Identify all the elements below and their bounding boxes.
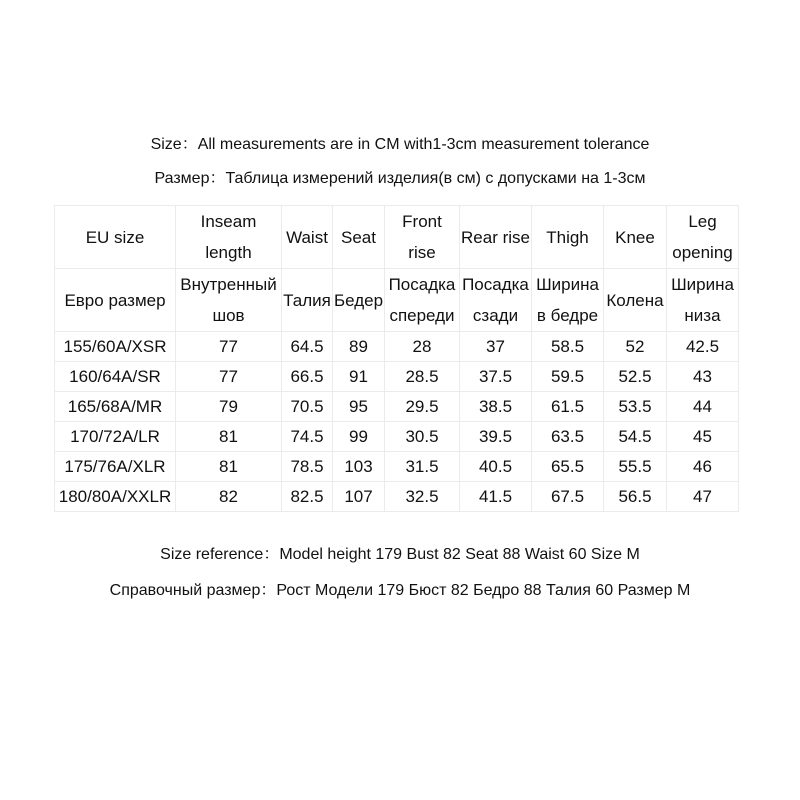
header-cell: [55, 269, 176, 332]
header-text: в бедре: [536, 306, 599, 325]
table-cell: 170/72A/LR: [55, 422, 176, 452]
table-row: [55, 392, 739, 422]
table-cell: 37.5: [460, 362, 532, 392]
header-cell: [333, 206, 385, 269]
table-cell: 61.5: [532, 392, 604, 422]
table-cell: 38.5: [460, 392, 532, 422]
table-cell: 99: [333, 422, 385, 452]
table-cell: 52: [604, 332, 667, 362]
table-cell: 81: [176, 422, 282, 452]
header-text: Knee: [615, 227, 655, 247]
header-text: Rear rise: [461, 227, 530, 247]
header-text: Посадка: [462, 275, 529, 294]
header-text: Колена: [606, 290, 664, 310]
table-cell: 63.5: [532, 422, 604, 452]
header-text: Ширина: [536, 275, 599, 294]
table-row: [55, 362, 739, 392]
table-cell: 91: [333, 362, 385, 392]
table-cell: 180/80A/XXLR: [55, 482, 176, 512]
table-cell: 165/68A/MR: [55, 392, 176, 422]
header-cell: [460, 206, 532, 269]
header-cell: [333, 269, 385, 332]
header-text: Inseam: [200, 212, 257, 231]
table-cell: 54.5: [604, 422, 667, 452]
table-cell: 32.5: [385, 482, 460, 512]
header-cell: [604, 269, 667, 332]
table-cell: 42.5: [667, 332, 739, 362]
table-cell: 40.5: [460, 452, 532, 482]
table-cell: 56.5: [604, 482, 667, 512]
header-text: Талия: [283, 290, 331, 310]
table-row: [55, 422, 739, 452]
table-cell: 59.5: [532, 362, 604, 392]
header-text: Seat: [341, 227, 376, 247]
table-cell: 103: [333, 452, 385, 482]
header-text: Thigh: [546, 227, 589, 247]
table-cell: 175/76A/XLR: [55, 452, 176, 482]
header-text: length: [205, 243, 252, 262]
table-cell: 78.5: [282, 452, 333, 482]
header-text: EU size: [85, 227, 145, 247]
header-cell: [667, 206, 739, 269]
table-cell: 41.5: [460, 482, 532, 512]
header-cell: [460, 269, 532, 332]
header-row-en: [55, 206, 739, 269]
header-cell: [282, 206, 333, 269]
table-cell: 89: [333, 332, 385, 362]
header-text: Посадка: [388, 275, 456, 294]
table-cell: 81: [176, 452, 282, 482]
table-cell: 29.5: [385, 392, 460, 422]
table-cell: 28.5: [385, 362, 460, 392]
table-cell: 53.5: [604, 392, 667, 422]
header-text: шов: [212, 306, 245, 325]
size-reference-en: Size reference：Model height 179 Bust 82 Seat 88 Waist 60 Size M: [160, 546, 640, 563]
header-cell: [532, 206, 604, 269]
table-cell: 74.5: [282, 422, 333, 452]
header-cell: [176, 269, 282, 332]
table-cell: 45: [667, 422, 739, 452]
header-text: сзади: [472, 306, 519, 325]
table-row: [55, 482, 739, 512]
table-cell: 55.5: [604, 452, 667, 482]
header-text: opening: [672, 243, 733, 262]
table-cell: 77: [176, 362, 282, 392]
table-cell: 39.5: [460, 422, 532, 452]
header-cell: [532, 269, 604, 332]
header-cell: [604, 206, 667, 269]
header-text: Евро размер: [64, 290, 166, 310]
table-cell: 82: [176, 482, 282, 512]
table-cell: 64.5: [282, 332, 333, 362]
table-cell: 52.5: [604, 362, 667, 392]
table-cell: 67.5: [532, 482, 604, 512]
header-text: Front: [402, 212, 442, 231]
table-cell: 66.5: [282, 362, 333, 392]
header-cell: [282, 269, 333, 332]
table-cell: 65.5: [532, 452, 604, 482]
table-cell: 28: [385, 332, 460, 362]
table-cell: 46: [667, 452, 739, 482]
size-reference-ru: Справочный размер：Рост Модели 179 Бюст 82 Бедро 88 Талия 60 Размер M: [109, 582, 691, 599]
table-row: [55, 332, 739, 362]
header-text: Бедер: [333, 290, 384, 310]
table-cell: 43: [667, 362, 739, 392]
header-text: низа: [684, 306, 721, 325]
size-table: [54, 205, 739, 512]
header-cell: [176, 206, 282, 269]
table-cell: 82.5: [282, 482, 333, 512]
header-text: Leg: [688, 212, 717, 231]
header-text: Внутренный: [180, 275, 277, 294]
header-text: Ширина: [671, 275, 734, 294]
size-note-en: Size：All measurements are in CM with1-3cm measurement tolerance: [150, 136, 650, 153]
table-row: [55, 452, 739, 482]
table-cell: 37: [460, 332, 532, 362]
header-text: rise: [408, 243, 436, 262]
table-cell: 44: [667, 392, 739, 422]
table-cell: 160/64A/SR: [55, 362, 176, 392]
header-cell: [385, 269, 460, 332]
header-cell: [667, 269, 739, 332]
header-cell: [385, 206, 460, 269]
header-row-ru: [55, 269, 739, 332]
header-text: Waist: [286, 227, 328, 247]
header-cell: [55, 206, 176, 269]
table-cell: 95: [333, 392, 385, 422]
table-cell: 31.5: [385, 452, 460, 482]
table-cell: 47: [667, 482, 739, 512]
table-cell: 70.5: [282, 392, 333, 422]
size-note-ru: Размер：Таблица измерений изделия(в см) с допусками на 1-3см: [154, 170, 646, 187]
table-cell: 107: [333, 482, 385, 512]
table-cell: 79: [176, 392, 282, 422]
table-cell: 77: [176, 332, 282, 362]
table-cell: 30.5: [385, 422, 460, 452]
table-cell: 58.5: [532, 332, 604, 362]
table-cell: 155/60A/XSR: [55, 332, 176, 362]
header-text: спереди: [389, 306, 455, 325]
